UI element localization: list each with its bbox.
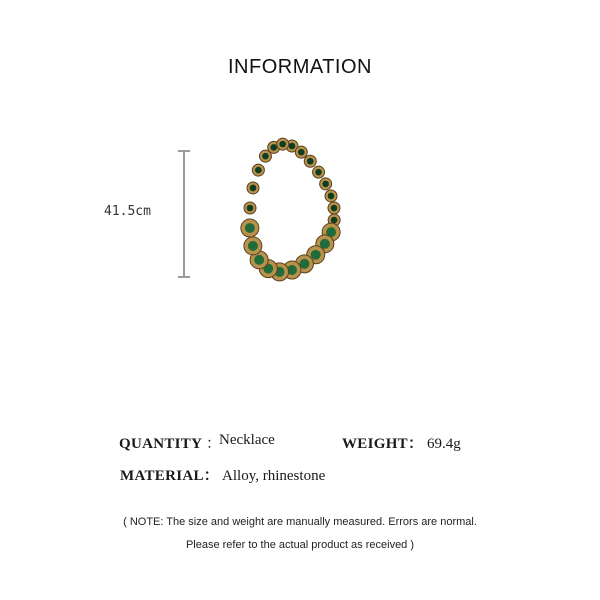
quantity-separator: ：: [206, 436, 222, 452]
necklace-rhinestone: [311, 250, 321, 260]
weight-label: WEIGHT：: [342, 436, 424, 452]
necklace-rhinestone: [315, 169, 322, 176]
necklace-rhinestone: [279, 141, 286, 148]
note-line-1: ( NOTE: The size and weight are manually measured. Errors are normal.: [123, 516, 477, 528]
necklace-rhinestone: [328, 193, 335, 200]
necklace-rhinestone: [248, 241, 258, 251]
length-ruler-icon: [176, 150, 192, 278]
quantity-label: QUANTITY: [119, 436, 203, 452]
necklace-rhinestone: [250, 185, 257, 192]
necklace-rhinestone: [298, 149, 305, 156]
necklace-rhinestone: [270, 144, 277, 151]
necklace-rhinestone: [247, 205, 254, 212]
quantity-row: [119, 432, 221, 453]
note-line-2: Please refer to the actual product as received ): [185, 539, 415, 551]
material-value: Alloy, rhinestone: [222, 468, 326, 484]
necklace-rhinestone: [245, 223, 255, 233]
necklace-photo: [228, 128, 356, 300]
necklace-rhinestone: [254, 255, 264, 265]
length-label: 41.5cm: [104, 204, 151, 219]
material-row: [120, 464, 325, 485]
necklace-rhinestone: [262, 153, 269, 160]
necklace-rhinestone: [307, 158, 314, 165]
material-label: MATERIAL：: [120, 468, 220, 484]
page-title: INFORMATION: [227, 56, 372, 78]
necklace-rhinestone: [331, 217, 338, 224]
necklace-rhinestone: [289, 143, 296, 150]
weight-value: 69.4g: [427, 436, 461, 452]
necklace-rhinestone: [255, 167, 262, 174]
weight-row: [342, 432, 461, 453]
quantity-value: Necklace: [219, 432, 275, 448]
necklace-rhinestone: [331, 205, 338, 212]
necklace-rhinestone: [322, 181, 329, 188]
